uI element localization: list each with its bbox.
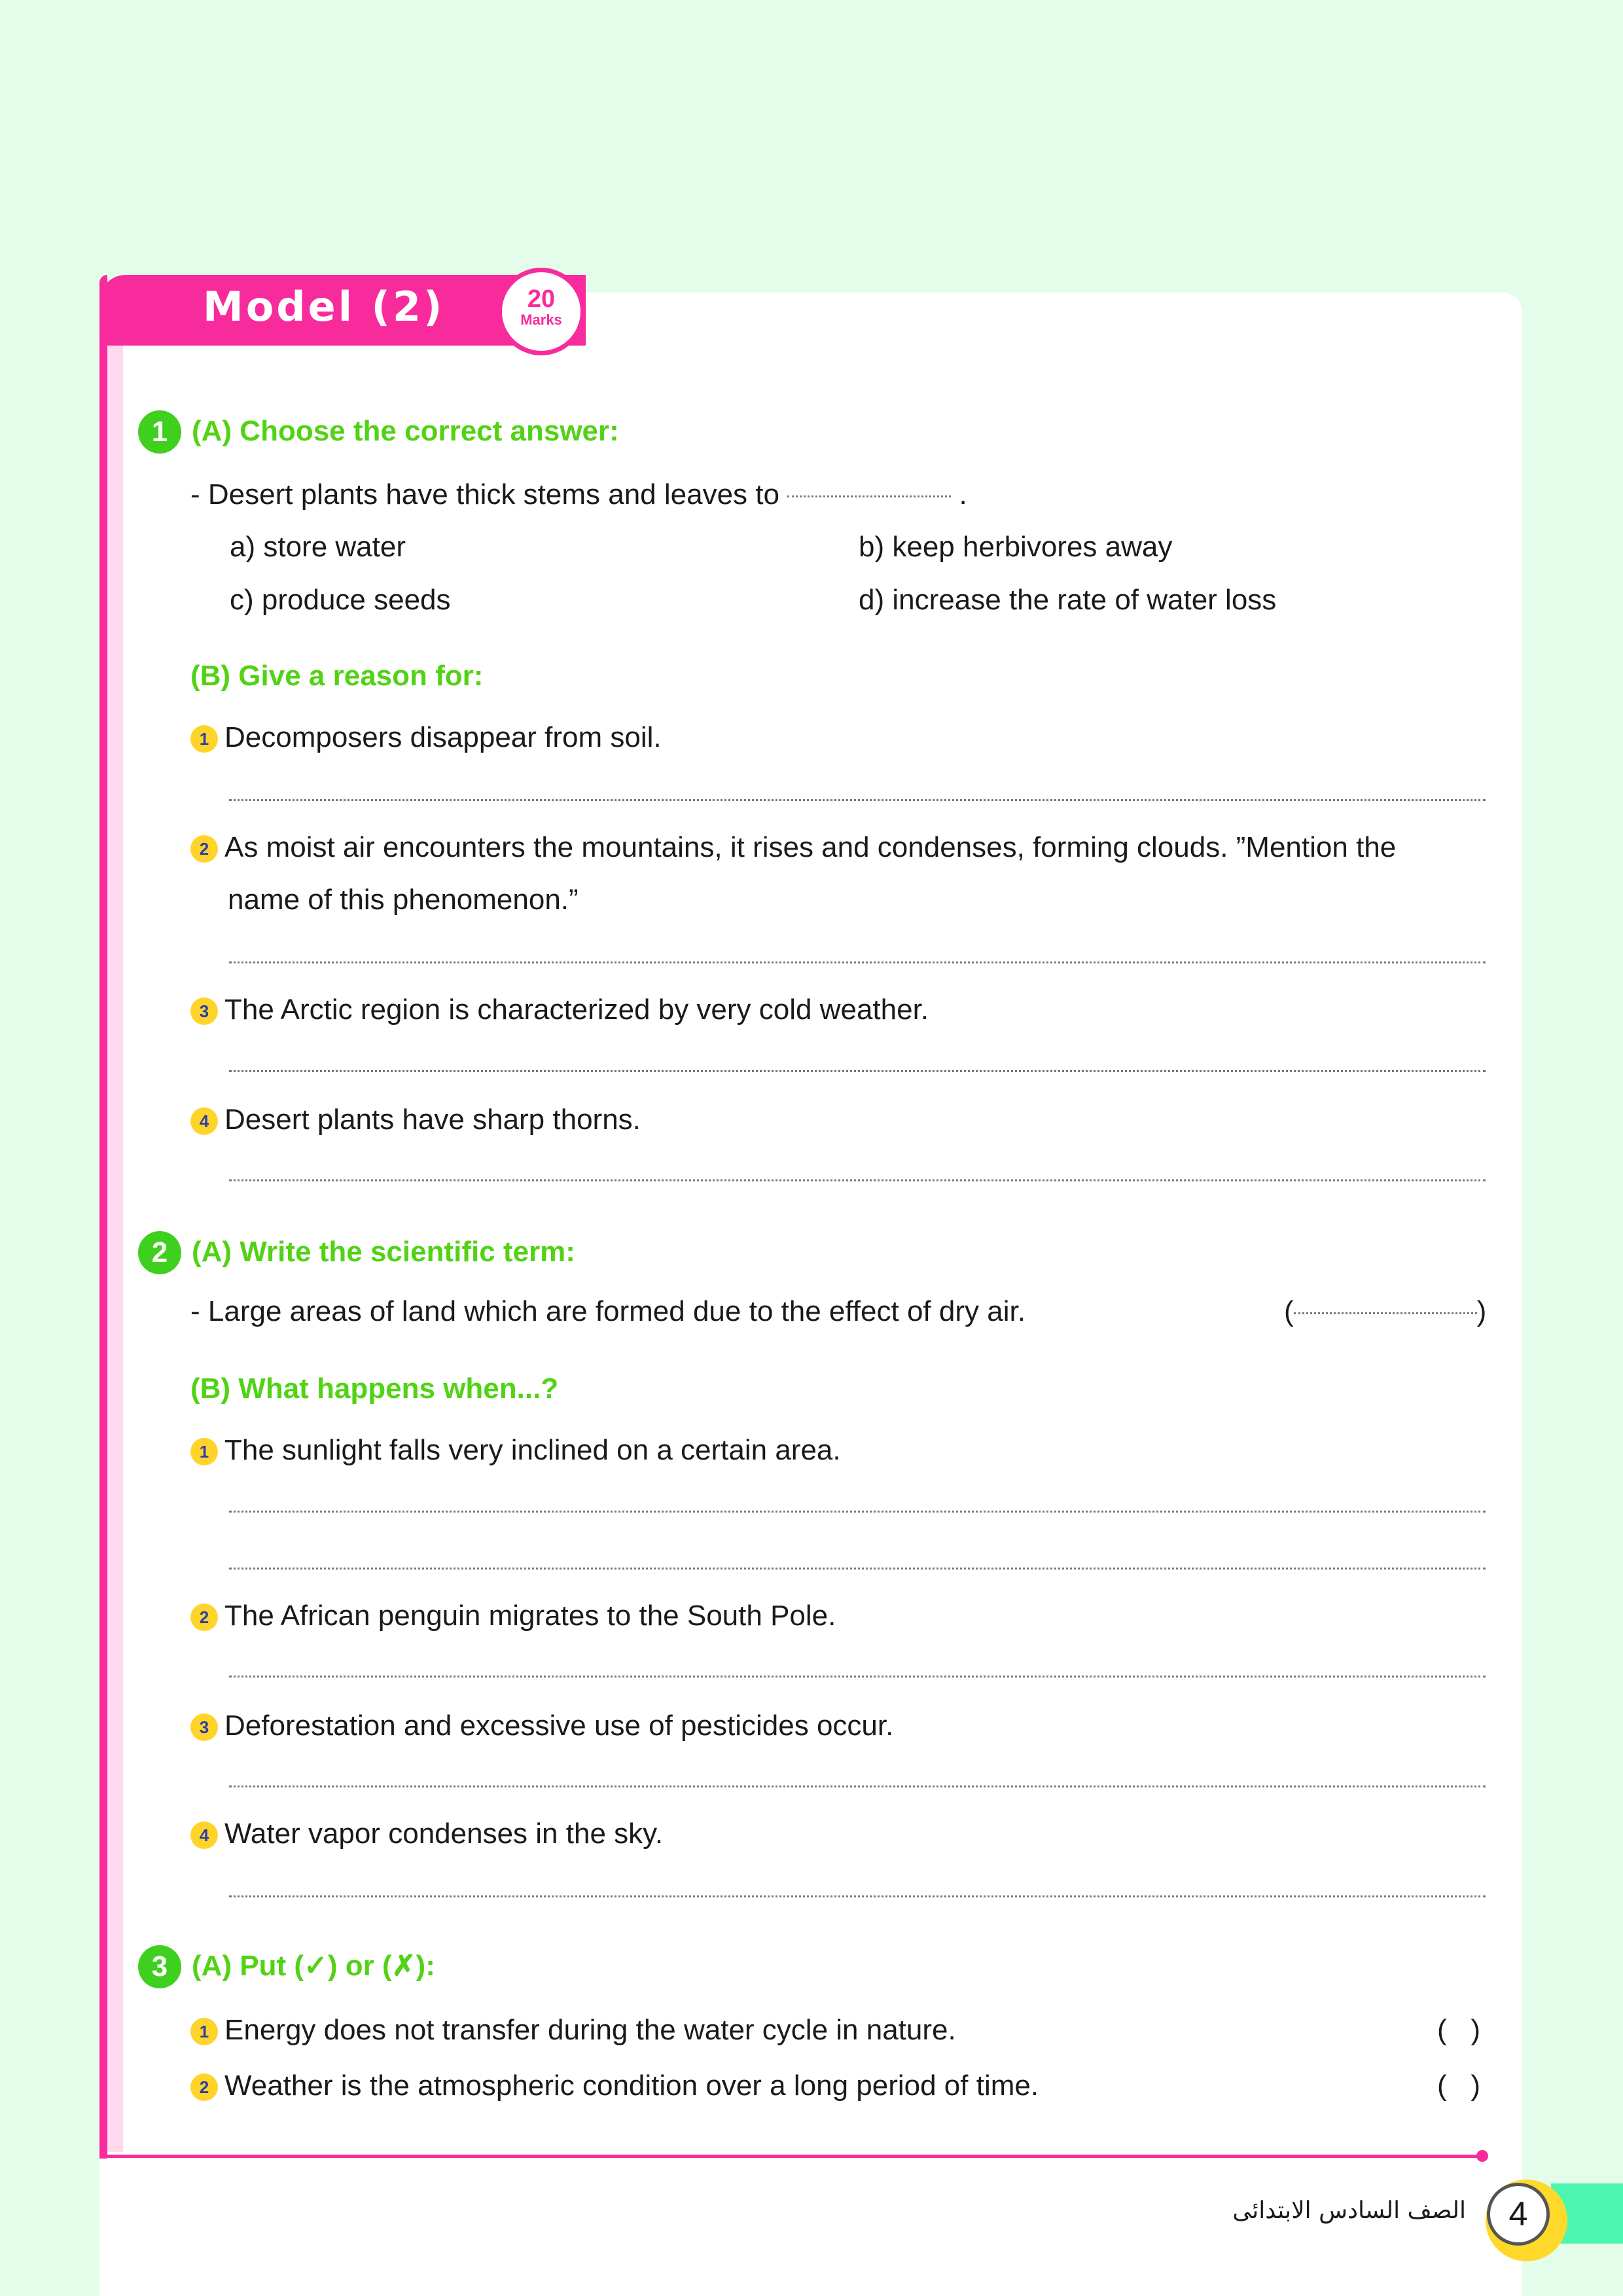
question-number-2: 2 [138,1231,181,1274]
option-d[interactable]: d) increase the rate of water loss [859,584,1277,616]
true-false-item-2 [190,2070,1039,2102]
answer-blank[interactable] [787,495,951,497]
answer-line[interactable] [229,1676,1486,1677]
answer-line[interactable] [229,1511,1486,1513]
item-text: Weather is the atmospheric condition over a long period of time. [224,2070,1039,2102]
marks-badge [497,268,585,355]
reason-item-2 [190,831,1396,864]
item-number-icon: 1 [190,725,218,753]
answer-line[interactable] [229,1895,1486,1897]
card-border-tint [107,346,123,2152]
card-border [99,275,107,2159]
reason-item-4 [190,1103,641,1136]
item-text: As moist air encounters the mountains, it rises and condenses, forming clouds. ”Mention the [224,831,1397,863]
header-corner [123,346,202,398]
item-number-icon: 3 [190,997,218,1025]
question-number-3: 3 [138,1945,181,1988]
bottom-divider [99,2155,1484,2158]
marks-value: 20 [527,285,556,313]
option-c[interactable]: c) produce seeds [230,584,451,616]
item-number-icon: 2 [190,1604,218,1631]
item-text: Deforestation and excessive use of pesticides occur. [224,1710,894,1742]
check-box-2[interactable]: ( ) [1437,2070,1480,2102]
option-b[interactable]: b) keep herbivores away [859,531,1173,563]
divider-dot [1476,2150,1488,2162]
item-number-icon: 1 [190,1438,218,1465]
true-false-item-1 [190,2014,956,2047]
item-number-icon: 3 [190,1713,218,1741]
happens-item-3 [190,1710,893,1742]
q1b-heading: (B) Give a reason for: [190,660,484,692]
answer-line[interactable] [229,961,1486,963]
q3a-heading: (A) Put (✓) or (✗): [192,1950,435,1982]
item-text: The sunlight falls very inclined on a certain area. [224,1434,841,1466]
happens-item-2 [190,1600,836,1632]
item-text: The Arctic region is characterized by very cold weather. [224,994,929,1026]
answer-line[interactable] [229,1568,1486,1570]
item-number-icon: 2 [190,835,218,863]
item-number-icon: 4 [190,1107,218,1135]
happens-item-1 [190,1434,841,1467]
reason-item-1 [190,721,662,754]
item-number-icon: 4 [190,1821,218,1849]
question-text: - Desert plants have thick stems and leaves to [190,478,779,511]
option-a[interactable]: a) store water [230,531,406,563]
item-text: Energy does not transfer during the water cycle in nature. [224,2014,956,2046]
item-number-icon: 1 [190,2018,218,2045]
grade-label: الصف السادس الابتدائى [1232,2197,1466,2224]
item-number-icon: 2 [190,2073,218,2101]
q1a-question: - Desert plants have thick stems and leaves to . [190,478,967,511]
marks-label: Marks [520,312,562,328]
answer-line[interactable] [229,1070,1486,1072]
q2a-heading: (A) Write the scientific term: [192,1236,575,1268]
reason-item-3 [190,994,929,1026]
item-text: Desert plants have sharp thorns. [224,1103,641,1136]
item-text: Decomposers disappear from soil. [224,721,662,753]
q2b-heading: (B) What happens when...? [190,1372,559,1405]
happens-item-4 [190,1818,663,1850]
item-text: Water vapor condenses in the sky. [224,1818,664,1850]
reason-item-2-cont: name of this phenomenon.” [228,884,579,916]
question-number-1: 1 [138,410,181,454]
answer-line[interactable] [229,1785,1486,1787]
scientific-term-question: - Large areas of land which are formed due to the effect of dry air. [190,1295,1026,1327]
item-text: The African penguin migrates to the South Pole. [224,1600,836,1632]
answer-line[interactable] [229,799,1486,801]
check-box-1[interactable]: ( ) [1437,2014,1480,2046]
answer-line[interactable] [229,1179,1486,1181]
page-number: 4 [1487,2183,1550,2246]
term-answer-box[interactable]: ( ) [1284,1295,1487,1327]
q1a-heading: (A) Choose the correct answer: [192,415,619,447]
page-title: Model (2) [203,283,445,331]
